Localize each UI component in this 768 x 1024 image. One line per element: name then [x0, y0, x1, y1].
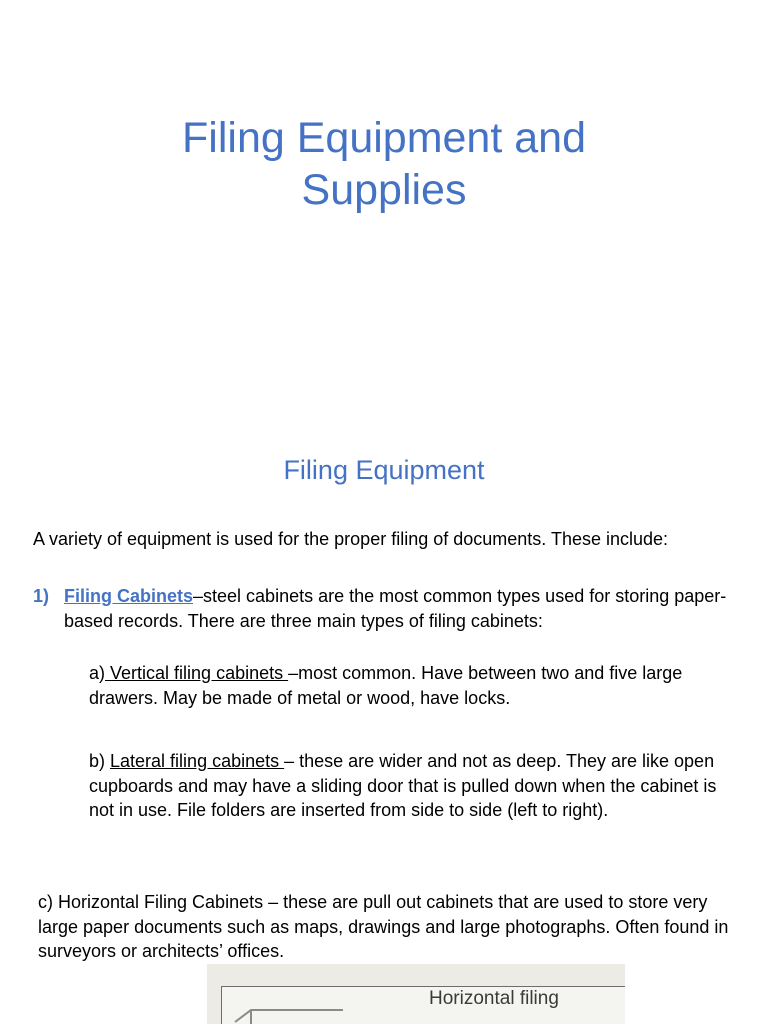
sub-item-prefix: b) — [89, 751, 111, 771]
sub-item-lateral — [89, 749, 739, 823]
list-item-text — [64, 584, 733, 633]
intro-paragraph: A variety of equipment is used for the proper filing of documents. These include: — [33, 529, 669, 549]
sub-item-horizontal: c) Horizontal Filing Cabinets – these are pull out cabinets that are used to store very large paper documents such as maps, drawings and large photographs. Often found in surveyors or architects’ offices. — [38, 892, 729, 961]
vertical-filing-term: Vertical filing cabinets — [105, 663, 289, 683]
sub-item-vertical — [89, 661, 739, 710]
photo-caption: Horizontal filing — [429, 988, 559, 1009]
list-item-filing-cabinets — [33, 584, 733, 633]
section-heading: Filing Equipment — [283, 455, 485, 485]
slide-title-line-1: Filing Equipment and — [182, 114, 586, 162]
filing-cabinets-description: –steel cabinets are the most common types used for storing paper-based records. There are three main types of filing cabinets: — [64, 586, 727, 631]
list-number: 1) — [33, 586, 50, 606]
slide-title-line-2: Supplies — [301, 166, 467, 214]
lateral-filing-description: – these are wider and not as deep. They are like open cupboards and may have a sliding door that is pulled down when the cabinet is not in use. File folders are inserted from side to side (left to right). — [89, 751, 717, 820]
vertical-filing-description: –most common. Have between two and five large drawers. May be made of metal or wood, have locks. — [89, 663, 683, 708]
lateral-filing-term: Lateral filing cabinets — [110, 751, 285, 771]
filing-cabinets-link[interactable]: Filing Cabinets — [64, 586, 194, 606]
sub-item-prefix: a) — [89, 663, 106, 683]
filing-cabinet-drawing-icon — [233, 1002, 353, 1024]
horizontal-filing-photo — [207, 964, 625, 1024]
slide-title — [0, 112, 768, 216]
